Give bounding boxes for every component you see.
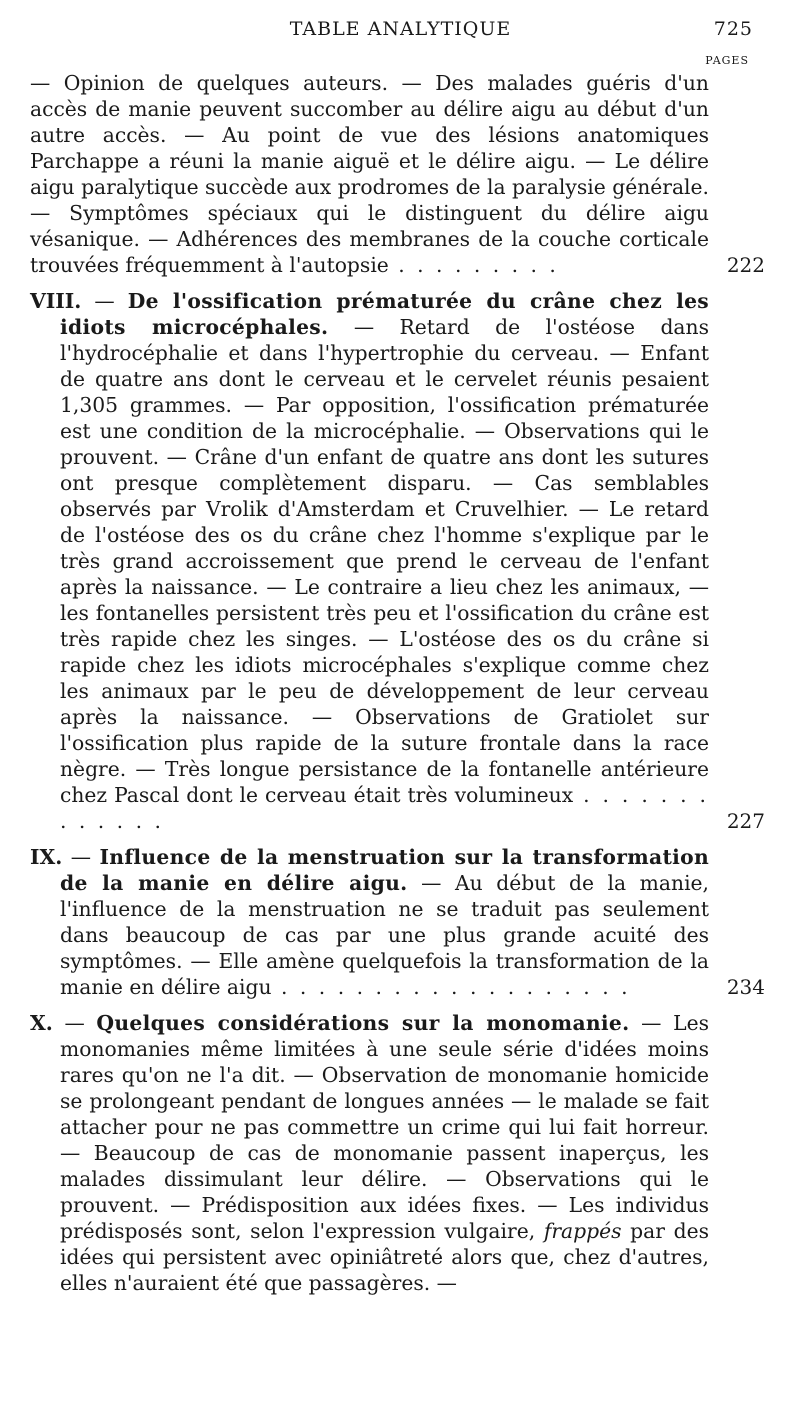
index-entry-ix: IX. — Influence de la menstruation sur la transformation de la manie en délire aigu. — Au début de la manie, l'influence de la menstruation ne se traduit pas seulement dans beaucoup de cas par une plus grande acuité des symptômes. — Elle amène quelquefois la transformation de la manie en délire aigu . . . . . . . . . . . . . . . . . . . 234 [30, 845, 765, 999]
entry-text: Retard de l'ostéose dans l'hydrocéphalie et dans l'hypertrophie du cerveau. — Enfant de quatre ans dont le cerveau et le cervelet réunis pesaient 1,305 grammes. — Par opposition, l'ossification prématurée est une condition de la microcéphalie. — Observations qui le prouvent. — Crâne d'un enfant de quatre ans dont les sutures ont presque complètement disparu. — Cas semblables observés par Vrolik d'Amsterdam et Cruvelhier. — Le retard de l'ostéose des os du crâne chez l'homme s'explique par le très grand accroissement que prend le cerveau de l'enfant après la naissance. — Le contraire a lieu chez les animaux, — les fontanelles persistent très peu et l'ossification du crâne est très rapide chez les singes. — L'ostéose des os du crâne si rapide chez les idiots microcéphales s'explique comme chez les animaux par le peu de développement de leur cerveau après la naissance. — Observations de Gratiolet sur l'ossification plus rapide de la suture frontale dans la race nègre. — Très longue persistance de la fontanelle antérieure chez Pascal dont le cerveau était très volumineux [60, 315, 709, 807]
entry-page-ref: 227 [726, 809, 765, 833]
page-number: 725 [713, 18, 753, 40]
section-number: VIII. [30, 289, 82, 313]
index-entry-continuation [30, 70, 771, 278]
pages-column-label: PAGES [705, 54, 749, 67]
running-title: TABLE ANALYTIQUE [289, 18, 512, 40]
entry-page-ref: 222 [726, 253, 765, 277]
entry-page-ref: 234 [726, 975, 765, 999]
section-number: X. [30, 1011, 53, 1035]
section-heading: Influence de la menstruation sur la transformation de la manie en délire aigu. [60, 845, 709, 895]
italic-word: frappés [543, 1219, 622, 1243]
leader-dots: . . . . . . . . . . . . . [60, 783, 709, 833]
entry-text: — Les monomanies même limitées à une seule série d'idées moins rares qu'on ne l'a dit. — Observation de monomanie homicide se prolongeant pendant de longues années — le malade se fait attacher pour ne pas commettre un crime qui lui fait horreur. — Beaucoup de cas de monomanie passent inaperçus, les malades dissimulant leur délire. — Observations qui le prouvent. — Prédisposition aux idées fixes. — Les individus prédisposés sont, selon l'expression vulgaire, [60, 1011, 709, 1243]
leader-dots: . . . . . . . . . [388, 253, 559, 277]
section-heading: Quelques considérations sur la monomanie. [96, 1011, 630, 1035]
entry-text-continued: par des idées qui persistent avec opiniâtreté alors que, chez d'autres, elles n'auraient été que passagères. — [60, 1219, 709, 1295]
entry-text: — Opinion de quelques auteurs. — Des malades guéris d'un accès de manie peuvent succomber au délire aigu au début d'un autre accès. — Au point de vue des lésions anatomiques Parchappe a réuni la manie aiguë et le délire aigu. — Le délire aigu paralytique succède aux prodromes de la paralysie générale. — Symptômes spéciaux qui le distinguent du délire aigu vésanique. — Adhérences des membranes de la couche corticale trouvées fréquemment à l'autopsie [30, 71, 709, 277]
entry-text: Au début de la manie, l'influence de la menstruation ne se traduit pas seulement dans beaucoup de cas par une plus grande acuité des symptômes. — Elle amène quelquefois la transformation de la manie en délire aigu [60, 871, 710, 999]
index-entry-x: X. — Quelques considérations sur la monomanie. — Les monomanies même limitées à une seule série d'idées moins rares qu'on ne l'a dit. — Observation de monomanie homicide se prolongeant pendant de longues années — le malade se fait attacher pour ne pas commettre un crime qui lui fait horreur. — Beaucoup de cas de monomanie passent inaperçus, les malades dissimulant leur délire. — Observations qui le prouvent. — Prédisposition aux idées fixes. — Les individus prédisposés sont, selon l'expression vulgaire, frappés par des idées qui persistent avec opiniâtreté alors que, chez d'autres, elles n'auraient été que passagères. — [30, 1011, 709, 1295]
leader-dots: . . . . . . . . . . . . . . . . . . . [271, 975, 631, 999]
page-header [30, 18, 771, 46]
section-heading: De l'ossification prématurée du crâne chez les idiots microcéphales. [60, 289, 709, 339]
index-entry-viii: VIII. — De l'ossification prématurée du crâne chez les idiots microcéphales. — Retard de l'ostéose dans l'hydrocéphalie et dans l'hypertrophie du cerveau. — Enfant de quatre ans dont le cerveau et le cervelet réunis pesaient 1,305 grammes. — Par opposition, l'ossification prématurée est une condition de la microcéphalie. — Observations qui le prouvent. — Crâne d'un enfant de quatre ans dont les sutures ont presque complètement disparu. — Cas semblables observés par Vrolik d'Amsterdam et Cruvelhier. — Le retard de l'ostéose des os du crâne chez l'homme s'explique par le très grand accroissement que prend le cerveau de l'enfant après la naissance. — Le contraire a lieu chez les animaux, — les fontanelles persistent très peu et l'ossification du crâne est très rapide chez les singes. — L'ostéose des os du crâne si rapide chez les idiots microcéphales s'explique comme chez les animaux par le peu de développement de leur cerveau après la naissance. — Observations de Gratiolet sur l'ossification plus rapide de la suture frontale dans la race nègre. — Très longue persistance de la fontanelle antérieure chez Pascal dont le cerveau était très volumineux . . . . . . . . . . . . . 227 [30, 289, 765, 833]
section-number: IX. [30, 845, 63, 869]
